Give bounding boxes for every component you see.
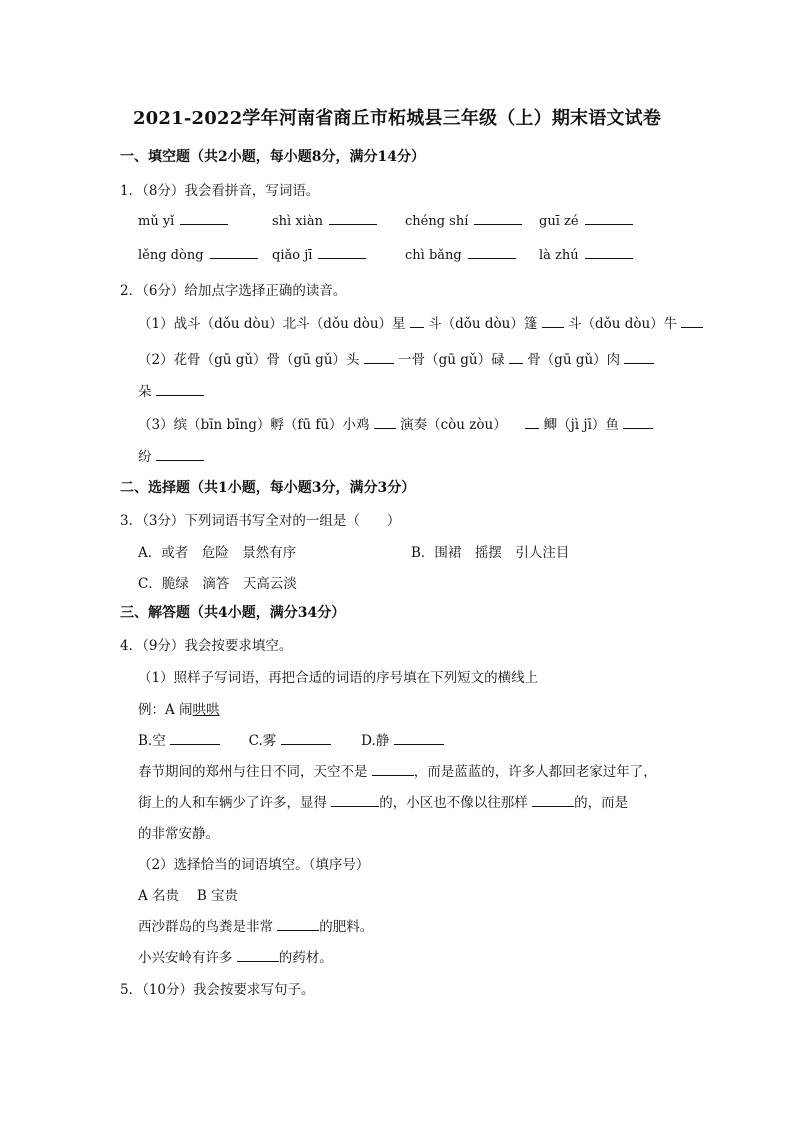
option-b: B.空 [138, 733, 166, 749]
q2-p2-text: 骨（gū gǔ）肉 [527, 352, 621, 368]
q4-stem: 4．（9分）我会按要求填空。 [120, 638, 293, 654]
q2-p1-text: （1）战斗（dǒu dòu）北斗（dǒu dòu）星 [138, 316, 406, 332]
q3-option-a[interactable]: A．或者 危险 景然有序 [138, 545, 297, 561]
q2-p1-text: 斗（dǒu dòu）牛 [567, 316, 678, 332]
passage-text: 的，小区也不像以往那样 [379, 795, 528, 811]
q2-p1-text: 斗（dǒu dòu）篷 [428, 316, 538, 332]
q4-passage-line2 [138, 791, 628, 811]
pinyin-text: lěng dòng [138, 248, 204, 263]
answer-blank[interactable] [468, 246, 516, 259]
q2-p3-text: 纷 [138, 449, 152, 465]
pinyin-text: mǔ yǐ [138, 214, 175, 229]
answer-blank[interactable] [364, 351, 394, 364]
pinyin-item [272, 212, 377, 229]
q2-p3-text: （3）缤（bīn bīng）孵（fū fū）小鸡 [138, 417, 370, 433]
section-choice: 二、选择题（共1小题，每小题3分，满分3分） [120, 480, 416, 496]
answer-blank[interactable] [277, 918, 319, 931]
q2-p2-text: （2）花骨（gū gǔ）骨（gū gǔ）头 [138, 352, 360, 368]
q4-sentence2 [138, 946, 333, 966]
q4-passage-line1 [138, 760, 657, 780]
q2-part1 [138, 312, 703, 332]
q2-p3-text: 演奏（còu zòu） [400, 417, 507, 433]
q4-sub1: （1）照样子写词语，再把合适的词语的序号填在下列短文的横线上 [138, 670, 539, 686]
answer-blank[interactable] [542, 315, 564, 328]
q3-option-b[interactable]: B．围裙 摇摆 引人注目 [411, 545, 570, 561]
answer-blank[interactable] [624, 351, 654, 364]
answer-blank[interactable] [180, 212, 228, 225]
q2-p2-text: 朵 [138, 384, 152, 400]
q2-stem: 2．（6分）给加点字选择正确的读音。 [120, 283, 347, 299]
answer-blank[interactable] [318, 246, 366, 259]
pinyin-item [405, 212, 522, 229]
q4-options-row [138, 729, 444, 749]
pinyin-text: chì bǎng [405, 248, 462, 263]
option-d: D.静 [361, 733, 390, 749]
pinyin-item [539, 212, 633, 229]
pinyin-item [405, 246, 516, 263]
q2-part3-cont [138, 445, 204, 465]
answer-blank[interactable] [156, 383, 204, 396]
q5-stem: 5．（10分）我会按要求写句子。 [120, 982, 315, 998]
q1-stem: 1．（8分）我会看拼音，写词语。 [120, 183, 320, 199]
q2-part2 [138, 348, 654, 368]
pinyin-text: shì xiàn [272, 214, 323, 229]
q2-part3 [138, 413, 653, 433]
q3-option-c[interactable]: C．脆绿 滴答 天高云淡 [138, 576, 297, 592]
pinyin-item [138, 212, 228, 229]
answer-blank[interactable] [525, 416, 539, 429]
answer-blank[interactable] [532, 794, 574, 807]
sentence-text: 小兴安岭有许多 [138, 950, 233, 966]
passage-text: 春节期间的郑州与往日不同，天空不是 [138, 764, 368, 780]
answer-blank[interactable] [509, 351, 523, 364]
passage-text: 街上的人和车辆少了许多，显得 [138, 795, 327, 811]
pinyin-text: là zhú [539, 248, 579, 263]
answer-blank[interactable] [585, 246, 633, 259]
q2-p2-text: 一骨（gū gǔ）碌 [398, 352, 505, 368]
option-c: C.雾 [248, 733, 277, 749]
pinyin-text: qiǎo jī [272, 248, 313, 263]
pinyin-item [138, 246, 258, 263]
section-answer: 三、解答题（共4小题，满分34分） [120, 605, 346, 621]
sentence-text: 的肥料。 [319, 919, 374, 935]
answer-blank[interactable] [474, 212, 522, 225]
pinyin-text: guī zé [539, 214, 579, 229]
pinyin-text: chéng shí [405, 214, 469, 229]
answer-blank[interactable] [623, 416, 653, 429]
passage-text: ，而是蓝蓝的，许多人都回老家过年了， [413, 764, 657, 780]
answer-blank[interactable] [331, 794, 379, 807]
pinyin-item [272, 246, 366, 263]
answer-blank[interactable] [237, 949, 279, 962]
q2-p3-text: 鲫（jì jī）鱼 [543, 417, 619, 433]
answer-blank[interactable] [372, 763, 414, 776]
exam-title: 2021-2022学年河南省商丘市柘城县三年级（上）期末语文试卷 [132, 108, 662, 129]
q2-part2-cont [138, 380, 204, 400]
pinyin-item [539, 246, 633, 263]
sentence-text: 西沙群岛的鸟粪是非常 [138, 919, 273, 935]
passage-text: 的，而是 [574, 795, 629, 811]
example-underlined: 哄哄 [192, 702, 220, 718]
answer-blank[interactable] [170, 732, 220, 745]
section-fill-in: 一、填空题（共2小题，每小题8分，满分14分） [120, 149, 425, 165]
q4-passage-line3: 的非常安静。 [138, 826, 219, 842]
answer-blank[interactable] [281, 732, 331, 745]
q4-choices: A 名贵 B 宝贵 [138, 888, 239, 904]
answer-blank[interactable] [585, 212, 633, 225]
answer-blank[interactable] [394, 732, 444, 745]
q3-stem: 3．（3分）下列词语书写全对的一组是（ ） [120, 513, 401, 529]
sentence-text: 的药材。 [278, 950, 333, 966]
q4-example [138, 698, 220, 718]
answer-blank[interactable] [329, 212, 377, 225]
answer-blank[interactable] [374, 416, 396, 429]
answer-blank[interactable] [210, 246, 258, 259]
answer-blank[interactable] [156, 448, 204, 461]
q4-sub2: （2）选择恰当的词语填空。（填序号） [138, 857, 370, 873]
answer-blank[interactable] [410, 315, 424, 328]
answer-blank[interactable] [681, 315, 703, 328]
example-label: 例：A 闹 [138, 702, 193, 718]
q4-sentence1 [138, 915, 373, 935]
